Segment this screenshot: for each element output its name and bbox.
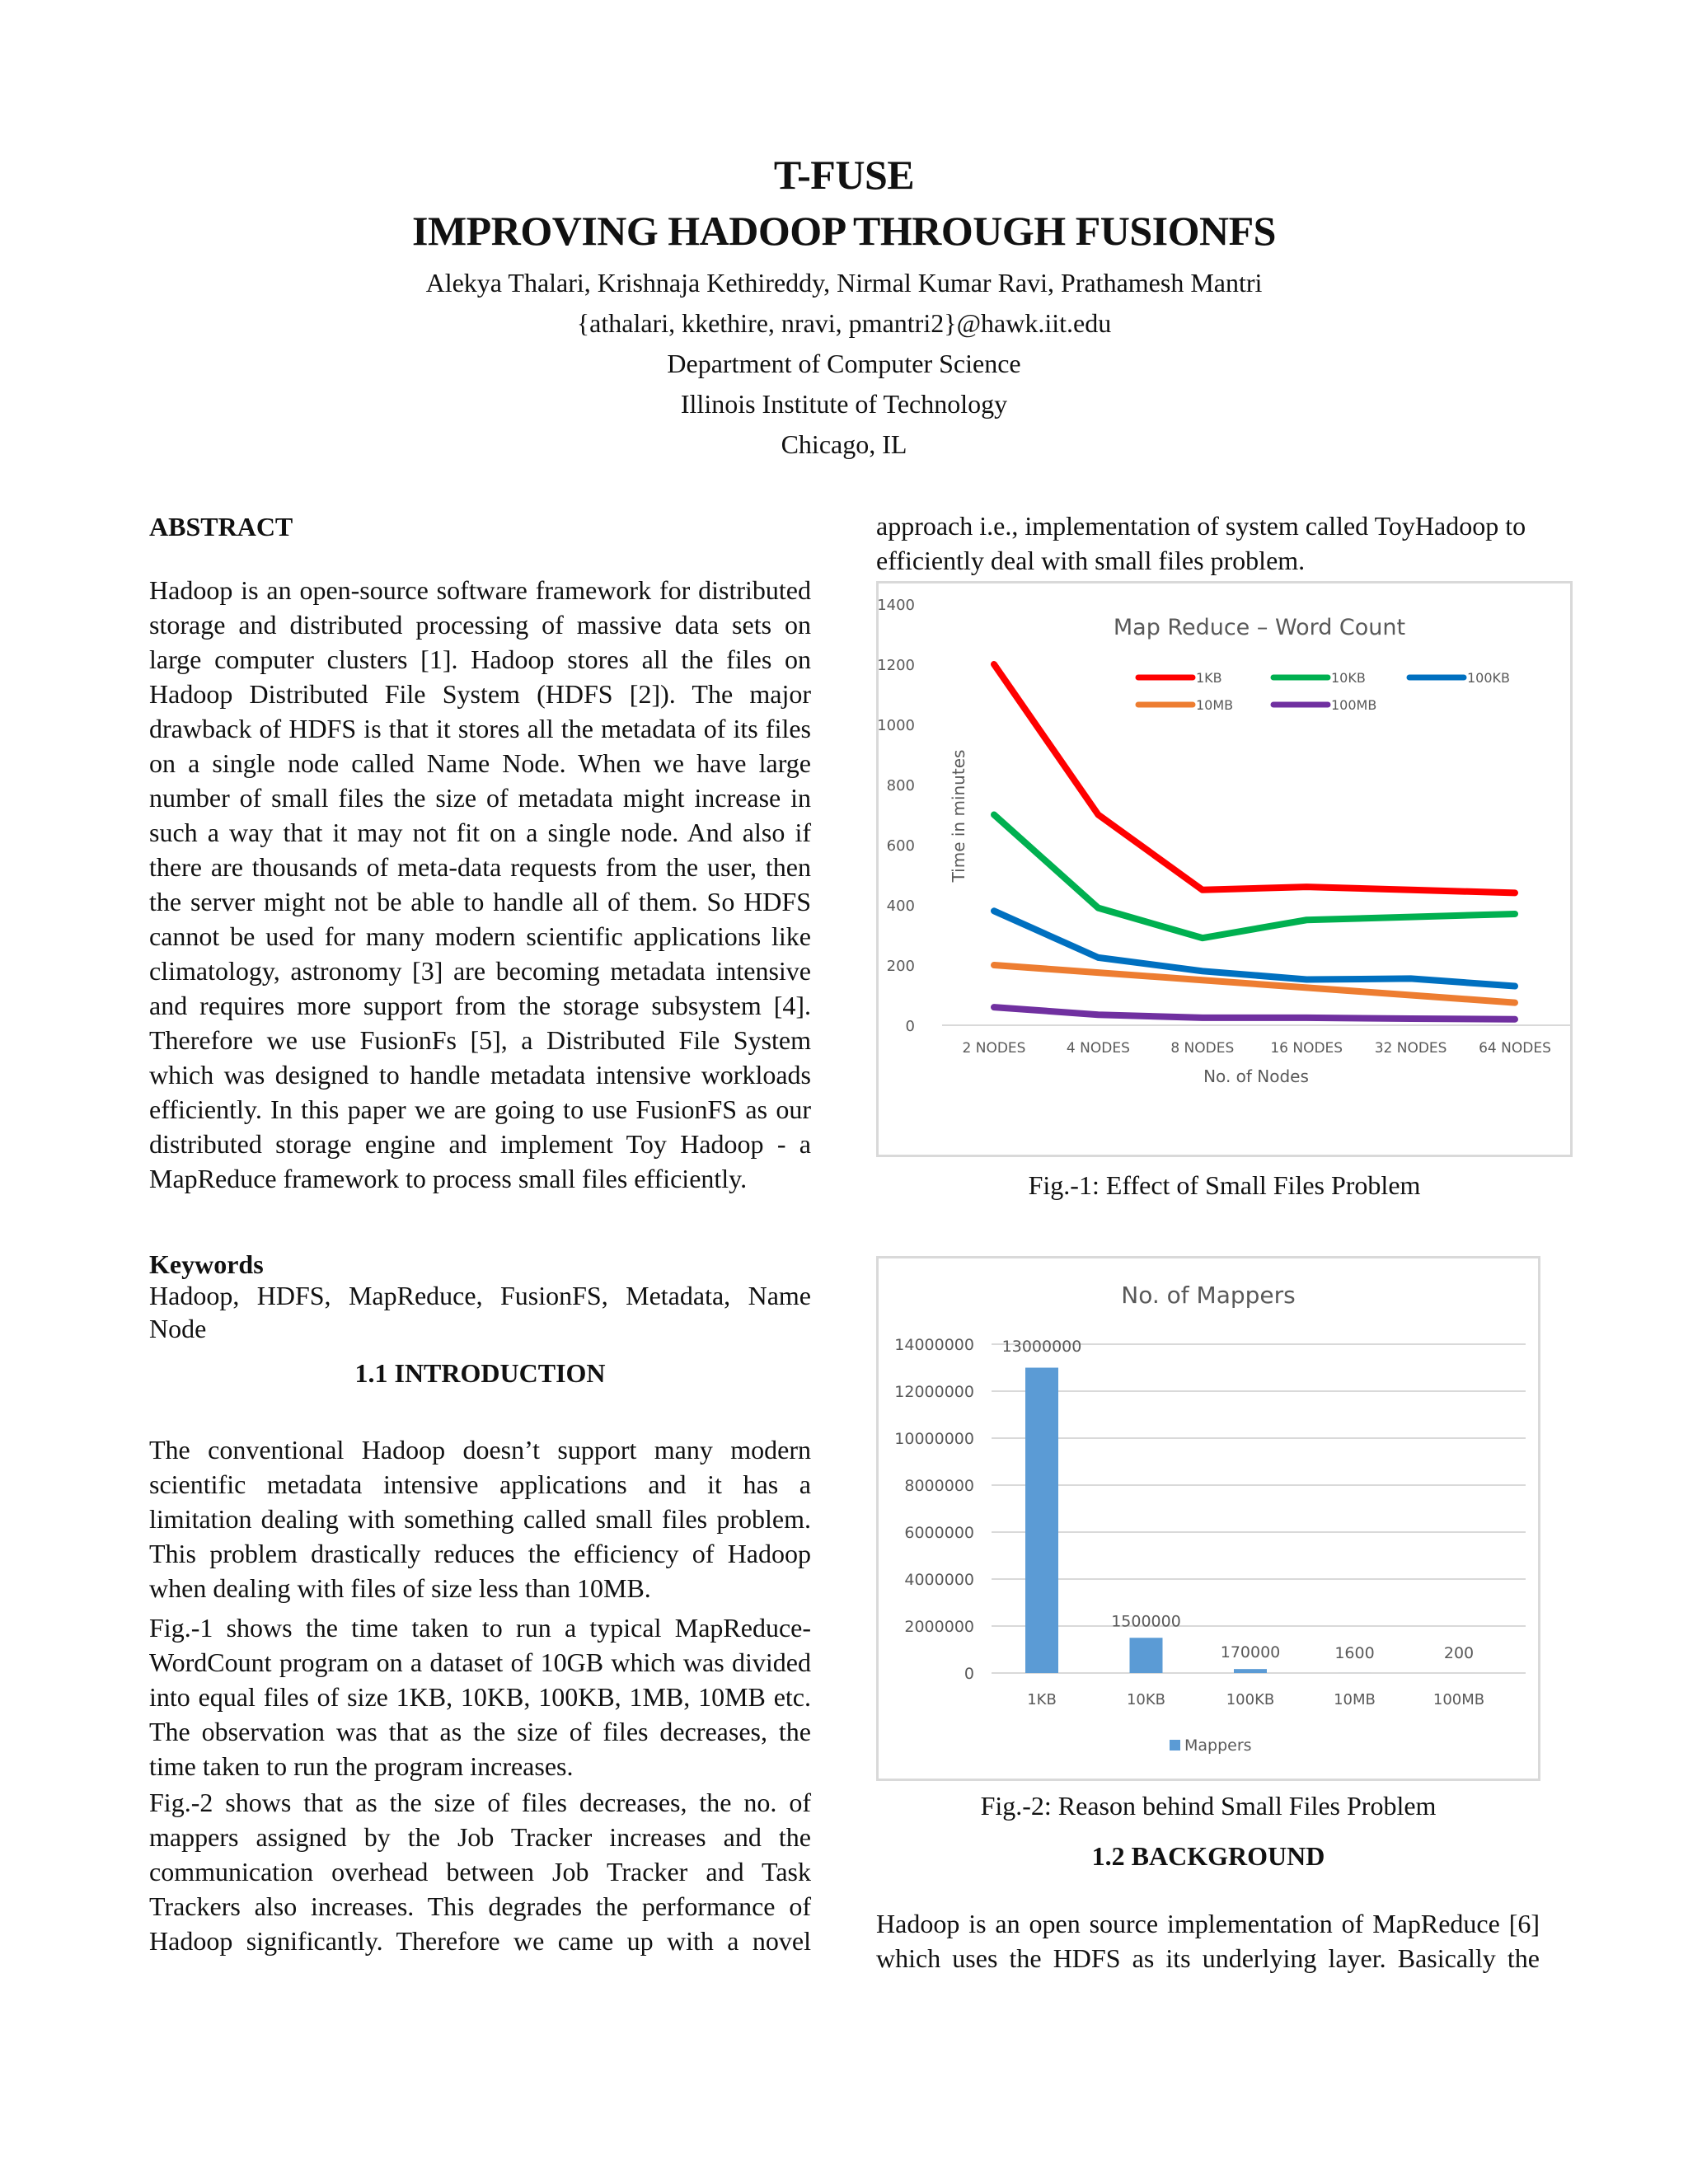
author-emails: {athalari, kkethire, nravi, pmantri2}@hawk.iit.edu bbox=[576, 308, 1112, 338]
x-tick-label: 4 NODES bbox=[1066, 1040, 1130, 1057]
line-series-10KB bbox=[994, 815, 1515, 939]
data-label: 1500000 bbox=[1111, 1612, 1181, 1631]
chart-2-gridlines bbox=[992, 1344, 1526, 1673]
bar-chart-svg bbox=[879, 1258, 1538, 1779]
bar-10KB bbox=[1130, 1638, 1163, 1673]
x-tick-label: 16 NODES bbox=[1270, 1040, 1343, 1057]
y-tick-label: 2000000 bbox=[904, 1618, 974, 1636]
location: Chicago, IL bbox=[781, 429, 907, 459]
keywords-text: Hadoop, HDFS, MapReduce, FusionFS, Metadata, Name Node bbox=[149, 1281, 811, 1343]
line-series-100MB bbox=[994, 1007, 1515, 1019]
data-label: 170000 bbox=[1220, 1643, 1281, 1662]
y-tick-label: 4000000 bbox=[904, 1571, 974, 1589]
bar-100KB bbox=[1234, 1669, 1267, 1673]
data-label: 200 bbox=[1443, 1644, 1475, 1662]
legend-label: 10KB bbox=[1331, 670, 1366, 686]
x-tick-label: 10MB bbox=[1334, 1691, 1376, 1708]
x-tick-label: 100KB bbox=[1226, 1691, 1275, 1708]
y-tick-label: 12000000 bbox=[894, 1383, 974, 1401]
y-tick-label: 1000 bbox=[879, 717, 915, 734]
line-series-10MB bbox=[994, 965, 1515, 1003]
x-tick-label: 64 NODES bbox=[1479, 1040, 1551, 1057]
authors: Alekya Thalari, Krishnaja Kethireddy, Nirmal Kumar Ravi, Prathamesh Mantri bbox=[425, 268, 1263, 298]
legend-label: 100MB bbox=[1331, 697, 1377, 713]
chart-1-x-axis-label: No. of Nodes bbox=[1203, 1066, 1309, 1086]
line-chart-svg bbox=[879, 583, 1570, 1155]
x-tick-label: 8 NODES bbox=[1170, 1040, 1235, 1057]
y-tick-label: 10000000 bbox=[894, 1430, 974, 1448]
y-tick-label: 400 bbox=[886, 898, 915, 915]
chart-1-legend bbox=[1138, 670, 1510, 713]
department: Department of Computer Science bbox=[667, 349, 1021, 378]
legend-label: Mappers bbox=[1184, 1736, 1252, 1755]
chart-1-x-axis bbox=[963, 1040, 1551, 1057]
x-tick-label: 2 NODES bbox=[962, 1040, 1026, 1057]
y-tick-label: 1400 bbox=[879, 597, 915, 614]
x-tick-label: 100MB bbox=[1432, 1691, 1485, 1708]
y-tick-label: 0 bbox=[905, 1018, 915, 1035]
y-tick-label: 200 bbox=[886, 958, 915, 975]
legend-label: 10MB bbox=[1196, 697, 1234, 713]
figure-2-chart bbox=[876, 1256, 1540, 1781]
chart-1-series bbox=[994, 664, 1515, 1019]
chart-1-y-axis bbox=[879, 597, 915, 1035]
data-label: 1600 bbox=[1334, 1644, 1375, 1662]
figure-1-caption: Fig.-1: Effect of Small Files Problem bbox=[1028, 1170, 1421, 1200]
paper-title-acronym: T-FUSE bbox=[773, 152, 915, 198]
legend-swatch bbox=[1170, 1740, 1180, 1750]
y-tick-label: 600 bbox=[886, 837, 915, 855]
abstract-text: Hadoop is an open-source software framework for distributed storage and distributed processing of massive data sets on large computer clusters [1]. Hadoop stores all the files on Hadoop Distributed File System (HDFS [2]). The major drawback of HDFS is that it stores all the metadata of its files on a single node called Name Node. When we have large number of small files the size of metadata might increase in such a way that it may not fit on a single node. And also if there are thousands of meta-data requests from the user, then the server might not be able to handle all of them. So HDFS cannot be used for many modern scientific applications like climatology, astronomy [3] are becoming metadata intensive and requires more support from the storage subsystem [4]. Therefore we use FusionFs [5], a Distributed File System which was designed to handle metadata intensive workloads efficiently. In this paper we are going to use FusionFS as our distributed storage engine and implement Toy Hadoop - a MapReduce framework to process small files efficiently. bbox=[149, 575, 811, 1193]
chart-2-legend bbox=[1170, 1736, 1252, 1755]
chart-1-y-axis-label: Time in minutes bbox=[949, 749, 968, 883]
y-tick-label: 1200 bbox=[879, 657, 915, 674]
abstract-heading: ABSTRACT bbox=[149, 512, 293, 541]
y-tick-label: 14000000 bbox=[894, 1336, 974, 1354]
intro-paragraph-3: Fig.-2 shows that as the size of files decreases, the no. of mappers assigned by the Job Tracker increases and the communication overhead between Job Tracker and Task Trackers also increases. This degrades the performance of Hadoop significantly. Therefore we came up with a novel bbox=[149, 1788, 811, 1956]
background-text: Hadoop is an open source implementation of MapReduce [6] which uses the HDFS as its underlying layer. Basically the bbox=[876, 1909, 1540, 1973]
y-tick-label: 800 bbox=[886, 777, 915, 794]
line-series-1KB bbox=[994, 664, 1515, 893]
institution: Illinois Institute of Technology bbox=[680, 389, 1008, 419]
intro-paragraph-1: The conventional Hadoop doesn’t support many modern scientific metadata intensive applications and it has a limitation dealing with something called small files problem. This problem drastically reduces the efficiency of Hadoop when dealing with files of size less than 10MB. bbox=[149, 1435, 811, 1603]
chart-1-title: Map Reduce – Word Count bbox=[1113, 615, 1406, 640]
intro-continuation: approach i.e., implementation of system called ToyHadoop to efficiently deal with small files problem. bbox=[876, 511, 1526, 575]
chart-2-y-axis bbox=[894, 1336, 974, 1683]
legend-label: 1KB bbox=[1196, 670, 1222, 686]
y-tick-label: 0 bbox=[964, 1665, 974, 1683]
x-tick-label: 1KB bbox=[1027, 1691, 1057, 1708]
figure-2-caption: Fig.-2: Reason behind Small Files Problem bbox=[980, 1791, 1437, 1821]
y-tick-label: 8000000 bbox=[904, 1477, 974, 1495]
introduction-heading: 1.1 INTRODUCTION bbox=[354, 1358, 606, 1388]
x-tick-label: 32 NODES bbox=[1374, 1040, 1447, 1057]
bar-1KB bbox=[1025, 1368, 1058, 1674]
background-heading: 1.2 BACKGROUND bbox=[1091, 1841, 1325, 1871]
keywords-heading: Keywords bbox=[149, 1249, 264, 1279]
y-tick-label: 6000000 bbox=[904, 1524, 974, 1542]
figure-1-chart bbox=[876, 581, 1573, 1157]
x-tick-label: 10KB bbox=[1126, 1691, 1166, 1708]
line-series-100KB bbox=[994, 911, 1515, 986]
legend-label: 100KB bbox=[1467, 670, 1511, 686]
chart-2-bars bbox=[1025, 1368, 1475, 1674]
chart-2-x-axis bbox=[1027, 1691, 1484, 1708]
paper-title: IMPROVING HADOOP THROUGH FUSIONFS bbox=[412, 208, 1276, 254]
intro-paragraph-2: Fig.-1 shows the time taken to run a typical MapReduce-WordCount program on a dataset of 10GB which was divided into equal files of size 1KB, 10KB, 100KB, 1MB, 10MB etc. The observation was that as the size of files decreases, the time taken to run the program increases. bbox=[149, 1613, 811, 1781]
chart-2-data-labels bbox=[1002, 1338, 1474, 1662]
data-label: 13000000 bbox=[1001, 1338, 1082, 1356]
chart-2-title: No. of Mappers bbox=[1121, 1282, 1296, 1309]
